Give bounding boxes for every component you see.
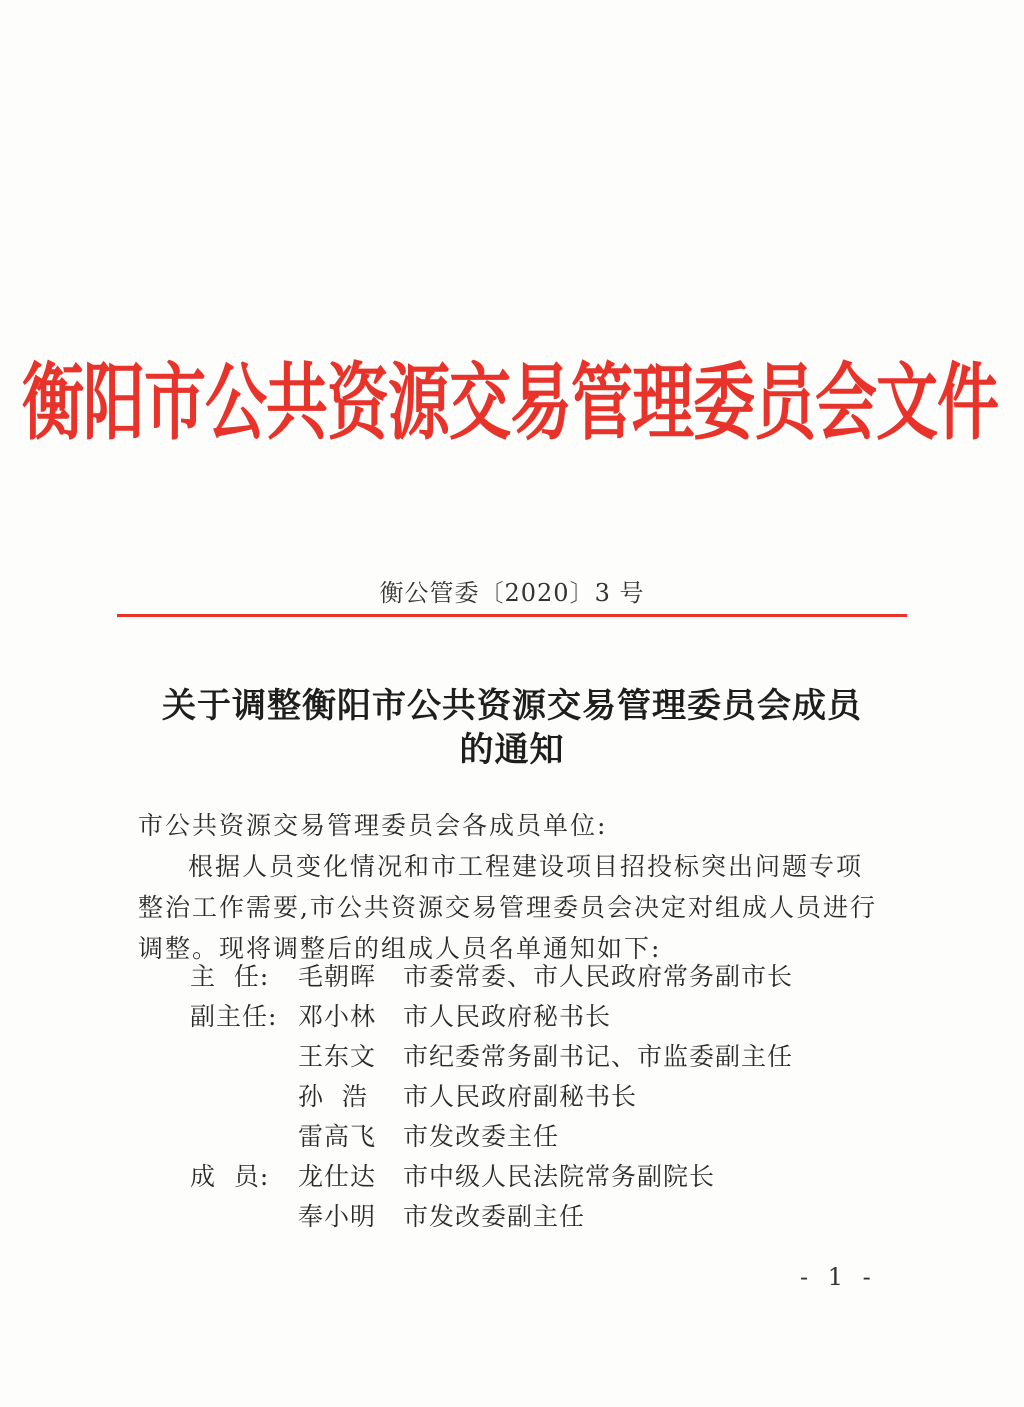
member-roster xyxy=(190,957,890,1237)
roster-role xyxy=(190,1117,298,1157)
roster-role: 主 任: xyxy=(190,962,270,991)
roster-role xyxy=(190,1077,298,1117)
roster-name: 毛朝晖 xyxy=(298,962,377,991)
page-number: - 1 - xyxy=(800,1263,877,1291)
roster-row xyxy=(190,957,890,997)
body-paragraph: 根据人员变化情况和市工程建设项目招投标突出问题专项整治工作需要,市公共资源交易管理委员会决定对组成人员进行调整。现将调整后的组成人员名单通知如下: xyxy=(138,852,877,963)
title-line-1: 关于调整衡阳市公共资源交易管理委员会成员 xyxy=(162,686,862,726)
red-divider-line xyxy=(117,614,907,617)
roster-row xyxy=(190,1197,890,1237)
roster-position: 市发改委副主任 xyxy=(403,1202,586,1231)
roster-position: 市纪委常务副书记、市监委副主任 xyxy=(403,1042,794,1071)
roster-name: 奉小明 xyxy=(298,1202,377,1231)
roster-row xyxy=(190,1037,890,1077)
roster-role xyxy=(190,1037,298,1077)
roster-row xyxy=(190,1117,890,1157)
masthead: 衡阳市公共资源交易管理委员会文件 xyxy=(22,352,999,452)
document-number: 衡公管委〔2020〕3 号 xyxy=(379,579,645,607)
roster-row xyxy=(190,997,890,1037)
roster-position: 市发改委主任 xyxy=(403,1122,560,1151)
document-title xyxy=(90,684,934,772)
roster-name: 王东文 xyxy=(298,1042,377,1071)
roster-row xyxy=(190,1077,890,1117)
roster-row xyxy=(190,1157,890,1197)
roster-position: 市人民政府秘书长 xyxy=(403,1002,612,1031)
salutation: 市公共资源交易管理委员会各成员单位: xyxy=(138,811,608,840)
roster-role: 副主任: xyxy=(190,1002,278,1031)
roster-name: 雷高飞 xyxy=(298,1122,377,1151)
roster-position: 市人民政府副秘书长 xyxy=(403,1082,638,1111)
roster-position: 市委常委、市人民政府常务副市长 xyxy=(403,962,794,991)
roster-name: 邓小林 xyxy=(298,1002,377,1031)
roster-position: 市中级人民法院常务副院长 xyxy=(403,1162,716,1191)
roster-name: 孙 浩 xyxy=(298,1082,368,1111)
roster-name: 龙仕达 xyxy=(298,1162,377,1191)
title-line-2: 的通知 xyxy=(459,730,565,770)
roster-role: 成 员: xyxy=(190,1162,270,1191)
roster-role xyxy=(190,1197,298,1237)
